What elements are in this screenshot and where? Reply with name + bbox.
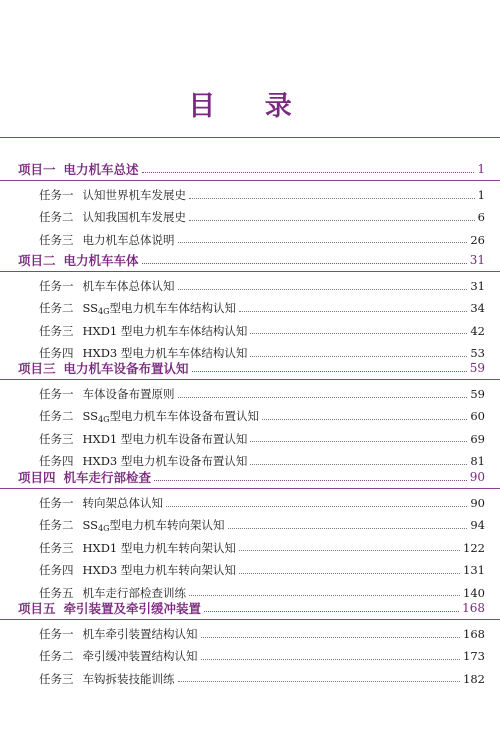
- toc-task-row[interactable]: [0, 537, 500, 559]
- task-heading: [39, 209, 186, 225]
- task-number: 任务一: [39, 387, 74, 401]
- dot-leader: [201, 637, 461, 638]
- dot-leader: [201, 659, 461, 660]
- dot-leader: [262, 419, 467, 420]
- toc-task-row[interactable]: [0, 668, 500, 690]
- page-number: 59: [469, 361, 485, 375]
- task-title: 机车走行部检查训练: [82, 585, 186, 600]
- project-number: 项目三: [18, 361, 56, 376]
- toc-task-row[interactable]: [0, 623, 500, 645]
- project-heading: [18, 160, 139, 178]
- page-number: 69: [470, 431, 485, 446]
- page-number: 90: [470, 496, 485, 510]
- page-number: 31: [469, 253, 485, 267]
- page-number: 60: [470, 409, 485, 424]
- task-number: 任务二: [39, 649, 74, 664]
- page-number: 53: [470, 346, 485, 361]
- task-heading: [39, 517, 225, 533]
- page-number: 168: [462, 601, 485, 615]
- page-number: 90: [469, 470, 485, 484]
- page-number: 6: [477, 210, 485, 225]
- task-heading: [39, 323, 247, 339]
- task-number: 任务四: [39, 454, 74, 469]
- task-number: 任务四: [39, 346, 74, 361]
- page-number: 1: [477, 188, 485, 202]
- task-title-prefix: SS: [82, 518, 99, 533]
- toc-task-row[interactable]: [0, 206, 500, 228]
- task-heading: [39, 187, 186, 203]
- task-title-prefix: SS: [82, 301, 99, 316]
- task-heading: [39, 278, 175, 294]
- toc-task-row[interactable]: [0, 297, 500, 319]
- page-number: 182: [463, 671, 485, 686]
- task-heading: [39, 408, 259, 424]
- toc-task-row[interactable]: [0, 428, 500, 450]
- task-title: 转向架总体认知: [82, 496, 163, 510]
- project-number: 项目五: [18, 601, 56, 616]
- task-title: 机车牵引装置结构认知: [82, 627, 198, 641]
- task-number: 任务二: [39, 409, 74, 424]
- task-title: 型电力机车车体设备布置认知: [109, 409, 260, 424]
- task-number: 任务一: [39, 188, 74, 202]
- task-title: 车钩拆装技能训练: [82, 671, 175, 686]
- dot-leader: [250, 464, 467, 465]
- page-number: 1: [477, 162, 485, 176]
- toc-project-row[interactable]: [0, 249, 500, 272]
- title-divider: [0, 137, 500, 138]
- dot-leader: [239, 550, 460, 551]
- page-number: 42: [470, 323, 485, 338]
- task-title: HXD1 型电力机车转向架认知: [82, 540, 236, 555]
- dot-leader: [178, 681, 461, 682]
- page-number: 131: [463, 563, 485, 578]
- page-number: 26: [470, 232, 485, 247]
- task-heading: [39, 495, 163, 511]
- dot-leader: [192, 371, 467, 372]
- dot-leader: [154, 480, 467, 481]
- task-number: 任务一: [39, 279, 74, 293]
- task-number: 任务三: [39, 671, 74, 686]
- task-title: 机车车体总体认知: [82, 279, 175, 293]
- page-number: 34: [470, 301, 485, 316]
- dot-leader: [189, 198, 475, 199]
- toc-project-row[interactable]: [0, 158, 500, 181]
- task-number: 任务一: [39, 496, 74, 510]
- task-title: 型电力机车车体结构认知: [109, 301, 237, 316]
- project-heading: [18, 468, 151, 486]
- task-heading: [39, 671, 175, 687]
- task-number: 任务二: [39, 518, 74, 533]
- toc-task-row[interactable]: [0, 383, 500, 405]
- toc-task-row[interactable]: [0, 514, 500, 536]
- task-title: 车体设备布置原则: [82, 387, 175, 401]
- page-number: 31: [470, 279, 485, 293]
- dot-leader: [228, 528, 468, 529]
- page-number: 59: [470, 387, 485, 401]
- toc-project-row[interactable]: [0, 357, 500, 380]
- task-title: 型电力机车转向架认知: [109, 518, 225, 533]
- task-number: 任务一: [39, 627, 74, 641]
- project-title: 电力机车设备布置认知: [63, 361, 189, 376]
- dot-leader: [189, 595, 460, 596]
- task-heading: [39, 386, 175, 402]
- page-number: 168: [463, 627, 485, 641]
- task-number: 任务五: [39, 585, 74, 600]
- dot-leader: [142, 263, 467, 264]
- task-title: HXD3 型电力机车设备布置认知: [82, 454, 248, 469]
- dot-leader: [204, 611, 459, 612]
- toc-task-row[interactable]: [0, 645, 500, 667]
- task-title: HXD3 型电力机车车体结构认知: [82, 346, 248, 361]
- page-number: 122: [463, 540, 485, 555]
- toc-project-row[interactable]: [0, 597, 500, 620]
- task-heading: [39, 300, 236, 316]
- toc-task-row[interactable]: [0, 559, 500, 581]
- page-number: 81: [470, 454, 485, 469]
- dot-leader: [250, 333, 467, 334]
- page-number: 94: [470, 518, 485, 533]
- project-heading: [18, 359, 189, 377]
- dot-leader: [239, 311, 467, 312]
- task-title: 牵引缓冲装置结构认知: [82, 649, 198, 664]
- dot-leader: [250, 441, 467, 442]
- project-title: 牵引装置及牵引缓冲装置: [63, 601, 202, 616]
- task-heading: [39, 648, 198, 664]
- task-title-prefix: SS: [82, 409, 99, 424]
- toc-task-row[interactable]: [0, 320, 500, 342]
- task-heading: [39, 431, 247, 447]
- task-heading: [39, 540, 236, 556]
- task-title-subscript: 4G: [98, 415, 110, 425]
- task-title: HXD1 型电力机车车体结构认知: [82, 323, 248, 338]
- project-title: 电力机车车体: [63, 253, 139, 268]
- dot-leader: [178, 242, 468, 243]
- task-title-subscript: 4G: [98, 524, 110, 534]
- project-number: 项目一: [18, 162, 56, 177]
- dot-leader: [239, 573, 460, 574]
- task-heading: [39, 232, 175, 248]
- task-title-subscript: 4G: [98, 307, 110, 317]
- task-heading: [39, 626, 198, 642]
- task-heading: [39, 562, 236, 578]
- task-title: HXD1 型电力机车设备布置认知: [82, 431, 248, 446]
- toc-task-row[interactable]: [0, 405, 500, 427]
- task-title: 电力机车总体说明: [82, 232, 175, 247]
- task-number: 任务三: [39, 431, 74, 446]
- toc-project-row[interactable]: [0, 466, 500, 489]
- task-number: 任务三: [39, 232, 74, 247]
- task-number: 任务三: [39, 540, 74, 555]
- dot-leader: [189, 220, 475, 221]
- task-title: HXD3 型电力机车转向架认知: [82, 563, 236, 578]
- page-number: 140: [463, 585, 485, 600]
- dot-leader: [178, 289, 468, 290]
- toc-task-row[interactable]: [0, 275, 500, 297]
- project-title: 电力机车总述: [63, 162, 139, 177]
- task-number: 任务四: [39, 563, 74, 578]
- project-heading: [18, 599, 201, 617]
- dot-leader: [142, 172, 475, 173]
- project-heading: [18, 251, 139, 269]
- project-title: 机车走行部检查: [63, 470, 152, 485]
- task-title: 认知世界机车发展史: [82, 188, 186, 202]
- task-number: 任务二: [39, 301, 74, 316]
- toc-task-row[interactable]: [0, 229, 500, 251]
- project-number: 项目四: [18, 470, 56, 485]
- page-number: 173: [463, 649, 485, 664]
- dot-leader: [166, 506, 467, 507]
- task-number: 任务二: [39, 210, 74, 225]
- task-number: 任务三: [39, 323, 74, 338]
- project-number: 项目二: [18, 253, 56, 268]
- task-title: 认知我国机车发展史: [82, 210, 186, 225]
- toc-task-row[interactable]: [0, 184, 500, 206]
- dot-leader: [178, 397, 468, 398]
- toc-task-row[interactable]: [0, 492, 500, 514]
- page-title: 目 录: [188, 91, 312, 122]
